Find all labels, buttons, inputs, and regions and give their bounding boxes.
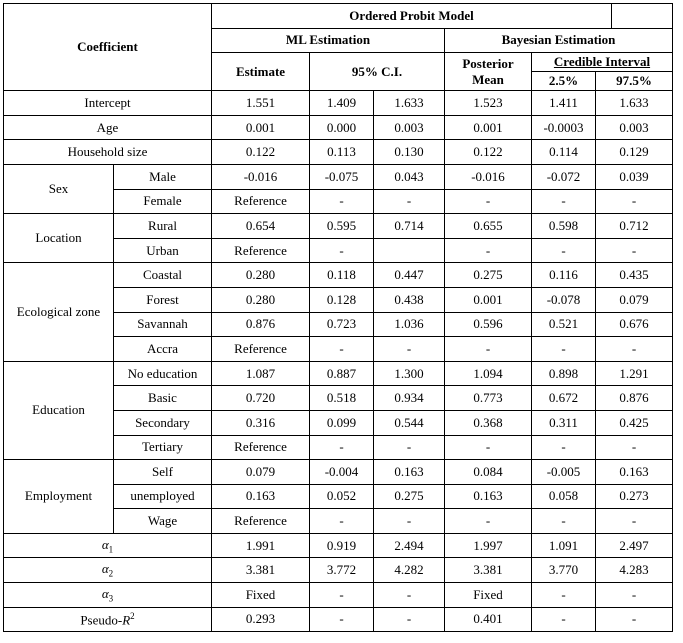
posterior-mean-cell: 1.523 xyxy=(445,91,532,116)
ml-ci-upper-cell: 0.163 xyxy=(374,460,445,485)
credible-lower-cell: - xyxy=(532,189,596,214)
category-label: Urban xyxy=(114,238,212,263)
posterior-mean-cell: 0.596 xyxy=(445,312,532,337)
credible-high-header: 97.5% xyxy=(596,72,673,91)
credible-upper-cell: - xyxy=(596,189,673,214)
ml-ci-lower-cell: 0.099 xyxy=(310,410,374,435)
ml-ci-lower-cell: 0.887 xyxy=(310,361,374,386)
ml-ci-upper-cell xyxy=(374,238,445,263)
ml-ci-upper-cell: 0.934 xyxy=(374,386,445,411)
ml-ci-upper-cell: 4.282 xyxy=(374,558,445,583)
estimate-cell: 0.720 xyxy=(212,386,310,411)
credible-upper-cell: 0.163 xyxy=(596,460,673,485)
credible-lower-cell: -0.072 xyxy=(532,164,596,189)
alpha-subscript: 1 xyxy=(108,544,114,555)
ml-ci-lower-cell: 1.409 xyxy=(310,91,374,116)
credible-upper-cell: 0.003 xyxy=(596,115,673,140)
ml-ci-upper-cell: - xyxy=(374,337,445,362)
posterior-mean-cell: 3.381 xyxy=(445,558,532,583)
estimate-cell: 0.316 xyxy=(212,410,310,435)
table-row xyxy=(4,164,673,189)
credible-lower-cell: - xyxy=(532,238,596,263)
credible-upper-cell: 0.079 xyxy=(596,287,673,312)
alpha-subscript: 2 xyxy=(108,569,114,580)
estimate-cell: 0.001 xyxy=(212,115,310,140)
ml-ci-upper-cell: 1.633 xyxy=(374,91,445,116)
ml-ci-lower-cell: -0.004 xyxy=(310,460,374,485)
category-label: Wage xyxy=(114,509,212,534)
category-label: Female xyxy=(114,189,212,214)
posterior-mean-cell: 0.655 xyxy=(445,214,532,239)
credible-lower-cell: -0.0003 xyxy=(532,115,596,140)
table-row xyxy=(4,263,673,288)
estimate-cell: Reference xyxy=(212,435,310,460)
ml-ci-lower-cell: 0.595 xyxy=(310,214,374,239)
ml-ci-lower-cell: 3.772 xyxy=(310,558,374,583)
credible-lower-cell: 1.411 xyxy=(532,91,596,116)
credible-lower-cell: 0.116 xyxy=(532,263,596,288)
category-label: Self xyxy=(114,460,212,485)
credible-lower-cell: - xyxy=(532,607,596,632)
credible-lower-cell: 0.672 xyxy=(532,386,596,411)
ml-ci-upper-cell: - xyxy=(374,435,445,460)
category-label: Rural xyxy=(114,214,212,239)
credible-upper-cell: 2.497 xyxy=(596,533,673,558)
coefficient-label: Age xyxy=(4,115,212,140)
alpha-symbol: α xyxy=(101,536,109,552)
table-row xyxy=(4,607,673,632)
ml-ci-lower-cell: 0.723 xyxy=(310,312,374,337)
ml-ci-lower-cell: - xyxy=(310,583,374,608)
ml-ci-lower-cell: 0.000 xyxy=(310,115,374,140)
alpha-symbol: α xyxy=(101,586,109,602)
ml-ci-lower-cell: 0.118 xyxy=(310,263,374,288)
ml-ci-upper-cell: - xyxy=(374,189,445,214)
ml-ci-lower-cell: 0.128 xyxy=(310,287,374,312)
group-label: Education xyxy=(4,361,114,459)
category-label: Basic xyxy=(114,386,212,411)
credible-upper-cell: 0.129 xyxy=(596,140,673,165)
estimate-cell: Fixed xyxy=(212,583,310,608)
category-label: Forest xyxy=(114,287,212,312)
posterior-mean-cell: 0.368 xyxy=(445,410,532,435)
coefficient-label: Household size xyxy=(4,140,212,165)
group-label: Location xyxy=(4,214,114,263)
credible-lower-cell: 0.898 xyxy=(532,361,596,386)
ml-ci-upper-cell: 0.544 xyxy=(374,410,445,435)
credible-upper-cell: - xyxy=(596,337,673,362)
category-label: Coastal xyxy=(114,263,212,288)
group-label: Employment xyxy=(4,460,114,534)
posterior-mean-header: Posterior Mean xyxy=(445,53,532,91)
credible-upper-cell: - xyxy=(596,509,673,534)
alpha-subscript: 3 xyxy=(108,593,114,604)
ml-ci-upper-cell: 0.275 xyxy=(374,484,445,509)
category-label: Accra xyxy=(114,337,212,362)
ml-ci-lower-cell: 0.518 xyxy=(310,386,374,411)
ml-ci-lower-cell: 0.113 xyxy=(310,140,374,165)
table-row xyxy=(4,115,673,140)
posterior-mean-cell: 0.773 xyxy=(445,386,532,411)
credible-upper-cell: 0.435 xyxy=(596,263,673,288)
blank-header-cell xyxy=(612,4,673,29)
r-superscript: 2 xyxy=(130,610,135,621)
ml-ci-upper-cell: 0.043 xyxy=(374,164,445,189)
posterior-mean-cell: - xyxy=(445,238,532,263)
posterior-mean-cell: -0.016 xyxy=(445,164,532,189)
estimate-cell: 0.079 xyxy=(212,460,310,485)
credible-upper-cell: 0.876 xyxy=(596,386,673,411)
estimate-cell: 0.280 xyxy=(212,287,310,312)
posterior-mean-cell: 0.001 xyxy=(445,115,532,140)
posterior-mean-cell: 1.997 xyxy=(445,533,532,558)
table-row xyxy=(4,214,673,239)
category-label: Savannah xyxy=(114,312,212,337)
posterior-mean-cell: 0.001 xyxy=(445,287,532,312)
credible-lower-cell: - xyxy=(532,435,596,460)
table-row xyxy=(4,140,673,165)
posterior-mean-cell: Fixed xyxy=(445,583,532,608)
ml-ci-upper-cell: 0.714 xyxy=(374,214,445,239)
group-label: Ecological zone xyxy=(4,263,114,361)
credible-lower-cell: 0.598 xyxy=(532,214,596,239)
ml-ci-upper-cell: - xyxy=(374,509,445,534)
threshold-label xyxy=(4,583,212,608)
ml-ci-upper-cell: 1.300 xyxy=(374,361,445,386)
bayesian-estimation-header: Bayesian Estimation xyxy=(445,28,673,53)
estimate-cell: 0.122 xyxy=(212,140,310,165)
table-row xyxy=(4,91,673,116)
estimate-cell: 1.087 xyxy=(212,361,310,386)
estimate-cell: 0.654 xyxy=(212,214,310,239)
credible-upper-cell: - xyxy=(596,583,673,608)
posterior-mean-cell: - xyxy=(445,189,532,214)
ml-ci-lower-cell: - xyxy=(310,337,374,362)
credible-upper-cell: 1.633 xyxy=(596,91,673,116)
ml-ci-lower-cell: 0.919 xyxy=(310,533,374,558)
ml-ci-upper-cell: 0.003 xyxy=(374,115,445,140)
credible-upper-cell: 0.273 xyxy=(596,484,673,509)
ml-ci-upper-cell: - xyxy=(374,583,445,608)
credible-upper-cell: 4.283 xyxy=(596,558,673,583)
table-row xyxy=(4,583,673,608)
credible-upper-cell: - xyxy=(596,607,673,632)
estimate-cell: 3.381 xyxy=(212,558,310,583)
credible-lower-cell: - xyxy=(532,337,596,362)
estimate-cell: Reference xyxy=(212,238,310,263)
estimate-cell: 0.293 xyxy=(212,607,310,632)
pseudo-r2-label xyxy=(4,607,212,632)
category-label: No education xyxy=(114,361,212,386)
estimate-cell: 0.163 xyxy=(212,484,310,509)
credible-upper-cell: 0.712 xyxy=(596,214,673,239)
threshold-label xyxy=(4,533,212,558)
table-row xyxy=(4,558,673,583)
credible-lower-cell: -0.078 xyxy=(532,287,596,312)
threshold-label xyxy=(4,558,212,583)
category-label: unemployed xyxy=(114,484,212,509)
ml-ci-upper-cell: 0.130 xyxy=(374,140,445,165)
credible-upper-cell: - xyxy=(596,238,673,263)
estimate-cell: 1.551 xyxy=(212,91,310,116)
estimate-cell: 1.991 xyxy=(212,533,310,558)
credible-interval-header: Credible Interval xyxy=(532,53,673,72)
table-row xyxy=(4,361,673,386)
table-row xyxy=(4,460,673,485)
credible-upper-cell: 0.425 xyxy=(596,410,673,435)
credible-lower-cell: 0.114 xyxy=(532,140,596,165)
credible-low-header: 2.5% xyxy=(532,72,596,91)
posterior-mean-cell: 0.084 xyxy=(445,460,532,485)
ml-estimation-header: ML Estimation xyxy=(212,28,445,53)
pseudo-text: Pseudo- xyxy=(80,612,123,628)
ml-ci-lower-cell: - xyxy=(310,607,374,632)
category-label: Male xyxy=(114,164,212,189)
estimate-cell: 0.280 xyxy=(212,263,310,288)
ml-ci-lower-cell: 0.052 xyxy=(310,484,374,509)
credible-lower-cell: -0.005 xyxy=(532,460,596,485)
credible-lower-cell: 0.058 xyxy=(532,484,596,509)
alpha-symbol: α xyxy=(101,561,109,577)
category-label: Secondary xyxy=(114,410,212,435)
ml-ci-lower-cell: - xyxy=(310,509,374,534)
credible-lower-cell: 0.521 xyxy=(532,312,596,337)
credible-lower-cell: - xyxy=(532,583,596,608)
ml-ci-upper-cell: 0.447 xyxy=(374,263,445,288)
ml-ci-lower-cell: - xyxy=(310,435,374,460)
estimate-cell: Reference xyxy=(212,189,310,214)
coefficient-header: Coefficient xyxy=(4,4,212,91)
results-table xyxy=(3,3,673,632)
ml-ci-upper-cell: 1.036 xyxy=(374,312,445,337)
credible-upper-cell: - xyxy=(596,435,673,460)
ml-ci-upper-cell: - xyxy=(374,607,445,632)
posterior-mean-cell: - xyxy=(445,337,532,362)
estimate-cell: Reference xyxy=(212,509,310,534)
ml-ci-lower-cell: -0.075 xyxy=(310,164,374,189)
credible-upper-cell: 0.676 xyxy=(596,312,673,337)
credible-lower-cell: 3.770 xyxy=(532,558,596,583)
ml-ci-upper-cell: 2.494 xyxy=(374,533,445,558)
table-body xyxy=(4,4,673,632)
ml-ci-lower-cell: - xyxy=(310,189,374,214)
estimate-header: Estimate xyxy=(212,53,310,91)
credible-upper-cell: 1.291 xyxy=(596,361,673,386)
estimate-cell: Reference xyxy=(212,337,310,362)
credible-lower-cell: 0.311 xyxy=(532,410,596,435)
posterior-mean-cell: 0.401 xyxy=(445,607,532,632)
table-row xyxy=(4,533,673,558)
posterior-mean-cell: 0.122 xyxy=(445,140,532,165)
posterior-mean-cell: 0.163 xyxy=(445,484,532,509)
model-header: Ordered Probit Model xyxy=(212,4,612,29)
estimate-cell: 0.876 xyxy=(212,312,310,337)
credible-upper-cell: 0.039 xyxy=(596,164,673,189)
coefficient-label: Intercept xyxy=(4,91,212,116)
estimate-cell: -0.016 xyxy=(212,164,310,189)
ml-ci-upper-cell: 0.438 xyxy=(374,287,445,312)
credible-lower-cell: 1.091 xyxy=(532,533,596,558)
posterior-mean-cell: 0.275 xyxy=(445,263,532,288)
ml-ci-lower-cell: - xyxy=(310,238,374,263)
category-label: Tertiary xyxy=(114,435,212,460)
credible-lower-cell: - xyxy=(532,509,596,534)
posterior-mean-cell: 1.094 xyxy=(445,361,532,386)
posterior-mean-cell: - xyxy=(445,435,532,460)
r-symbol: R xyxy=(122,612,131,628)
ml-ci-header: 95% C.I. xyxy=(310,53,445,91)
group-label: Sex xyxy=(4,164,114,213)
posterior-mean-cell: - xyxy=(445,509,532,534)
